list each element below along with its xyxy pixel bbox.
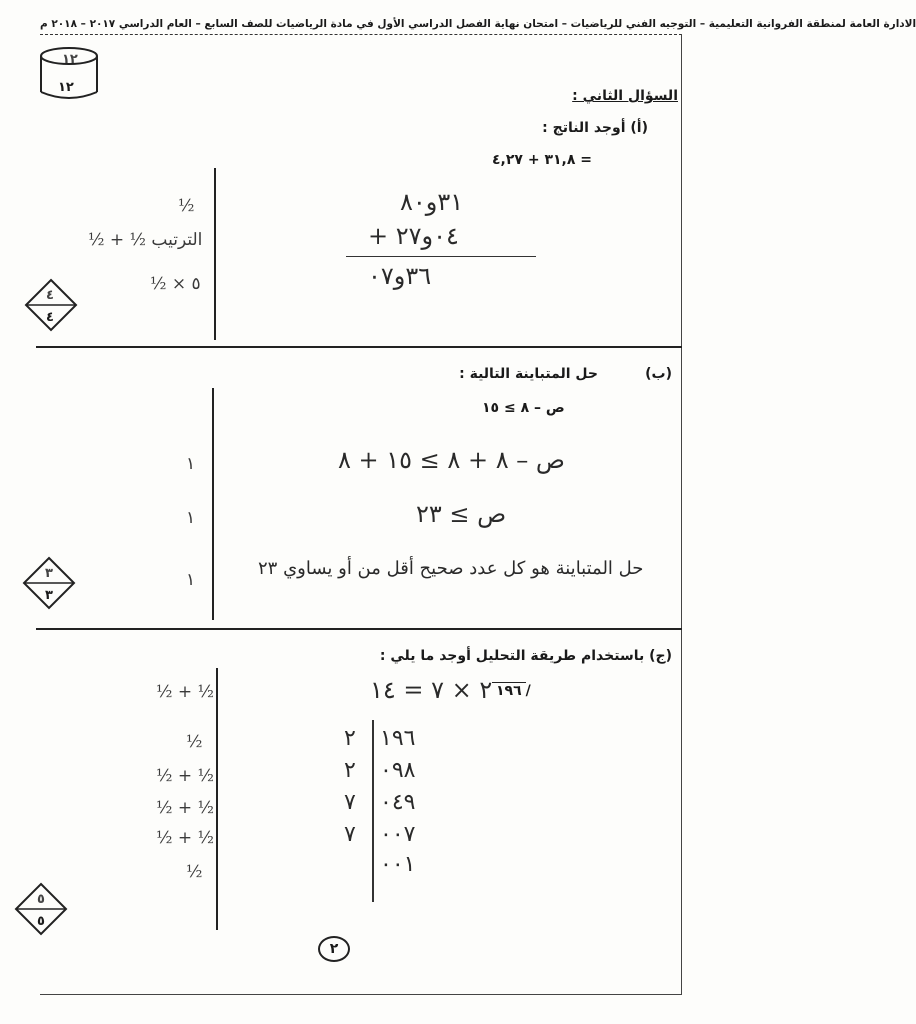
part-b-mark-2: ١ (186, 508, 196, 528)
part-c-mark-3: ½ + ½ (156, 766, 215, 786)
page-border (681, 34, 682, 994)
part-b-expression: ص – ٨ ≥ ١٥ (482, 400, 565, 416)
part-a-sum-line (346, 256, 536, 257)
part-c-sqrt (492, 680, 531, 699)
part-c-mark-2: ½ (186, 732, 203, 752)
part-c-mark-1: ½ + ½ (156, 682, 215, 702)
part-b-work-line3: حل المتباينة هو كل عدد صحيح أقل من أو يساوي ٢٣ (258, 558, 644, 579)
part-a-work-line2: + ٠٤و٢٧ (368, 222, 459, 250)
factor-value-5: ٠٠١ (380, 852, 416, 877)
part-c-radicand: ١٩٦ (492, 682, 526, 699)
part-b-letter: (ب) (645, 366, 672, 382)
part-b-label: حل المتباينة التالية : (459, 366, 598, 382)
divider-a-b (36, 346, 682, 348)
section-title: السؤال الثاني : (572, 88, 678, 104)
part-c-score-printed: ٥ (37, 914, 45, 929)
part-a-mark-3: ½ × ٥ (150, 274, 201, 294)
part-a-expression: ٣١,٨ + ٤,٢٧ = (492, 152, 592, 168)
sqrt-icon: / (525, 683, 531, 699)
part-b-score-printed: ٣ (45, 588, 53, 603)
total-score-handwritten: ١٢ (62, 52, 78, 67)
part-c-mark-5: ½ + ½ (156, 828, 215, 848)
part-b-mark-3: ١ (186, 570, 196, 590)
part-b-score-handwritten: ٣ (45, 566, 53, 581)
factor-value-3: ٠٤٩ (380, 790, 416, 815)
factor-table-line (372, 720, 374, 902)
part-c-score-handwritten: ٥ (37, 892, 45, 907)
part-a-mark-2: ½ + ½ الترتيب (88, 230, 203, 250)
factor-value-1: ١٩٦ (380, 726, 416, 751)
part-c-margin-line (216, 668, 218, 930)
factor-divisor-2: ٢ (344, 758, 356, 783)
divider-b-c (36, 628, 682, 630)
part-a-work-result: ٣٦و٠٧ (368, 262, 432, 290)
factor-divisor-1: ٢ (344, 726, 356, 751)
exam-header: الادارة العامة لمنطقة الفروانية التعليمية – التوجيه الفني للرياضيات – امتحان نهاية الفصل الدراسي الأول في مادة الرياضيات للصف السابع – العام الدراسي ٢٠١٧ – ٢٠١٨ م (40, 18, 916, 30)
part-a-mark-1: ½ (178, 196, 195, 216)
part-b-work-line1: ص – ٨ + ٨ ≥ ١٥ + ٨ (338, 446, 565, 474)
part-c-answer: ٢ × ٧ = ١٤ (370, 676, 493, 704)
part-a-label: (أ) أوجد الناتج : (542, 120, 648, 136)
part-a-score-printed: ٤ (46, 310, 54, 325)
part-a-score-handwritten: ٤ (46, 288, 54, 303)
part-a-work-line1: ٣١و٨٠ (400, 188, 464, 216)
factor-value-4: ٠٠٧ (380, 822, 416, 847)
factor-divisor-3: ٧ (344, 790, 356, 815)
part-b-work-line2: ص ≥ ٢٣ (416, 500, 507, 528)
page-bottom-border (40, 994, 682, 995)
part-a-margin-line (214, 168, 216, 340)
part-c-label: (ج) باستخدام طريقة التحليل أوجد ما يلي : (379, 648, 672, 664)
part-c-mark-4: ½ + ½ (156, 798, 215, 818)
page-number: ٢ (318, 936, 350, 962)
part-c-mark-6: ½ (186, 862, 203, 882)
factor-value-2: ٠٩٨ (380, 758, 416, 783)
part-b-mark-1: ١ (186, 454, 196, 474)
header-divider (40, 34, 682, 35)
total-score-printed: ١٢ (58, 80, 74, 95)
factor-divisor-4: ٧ (344, 822, 356, 847)
part-b-margin-line (212, 388, 214, 620)
